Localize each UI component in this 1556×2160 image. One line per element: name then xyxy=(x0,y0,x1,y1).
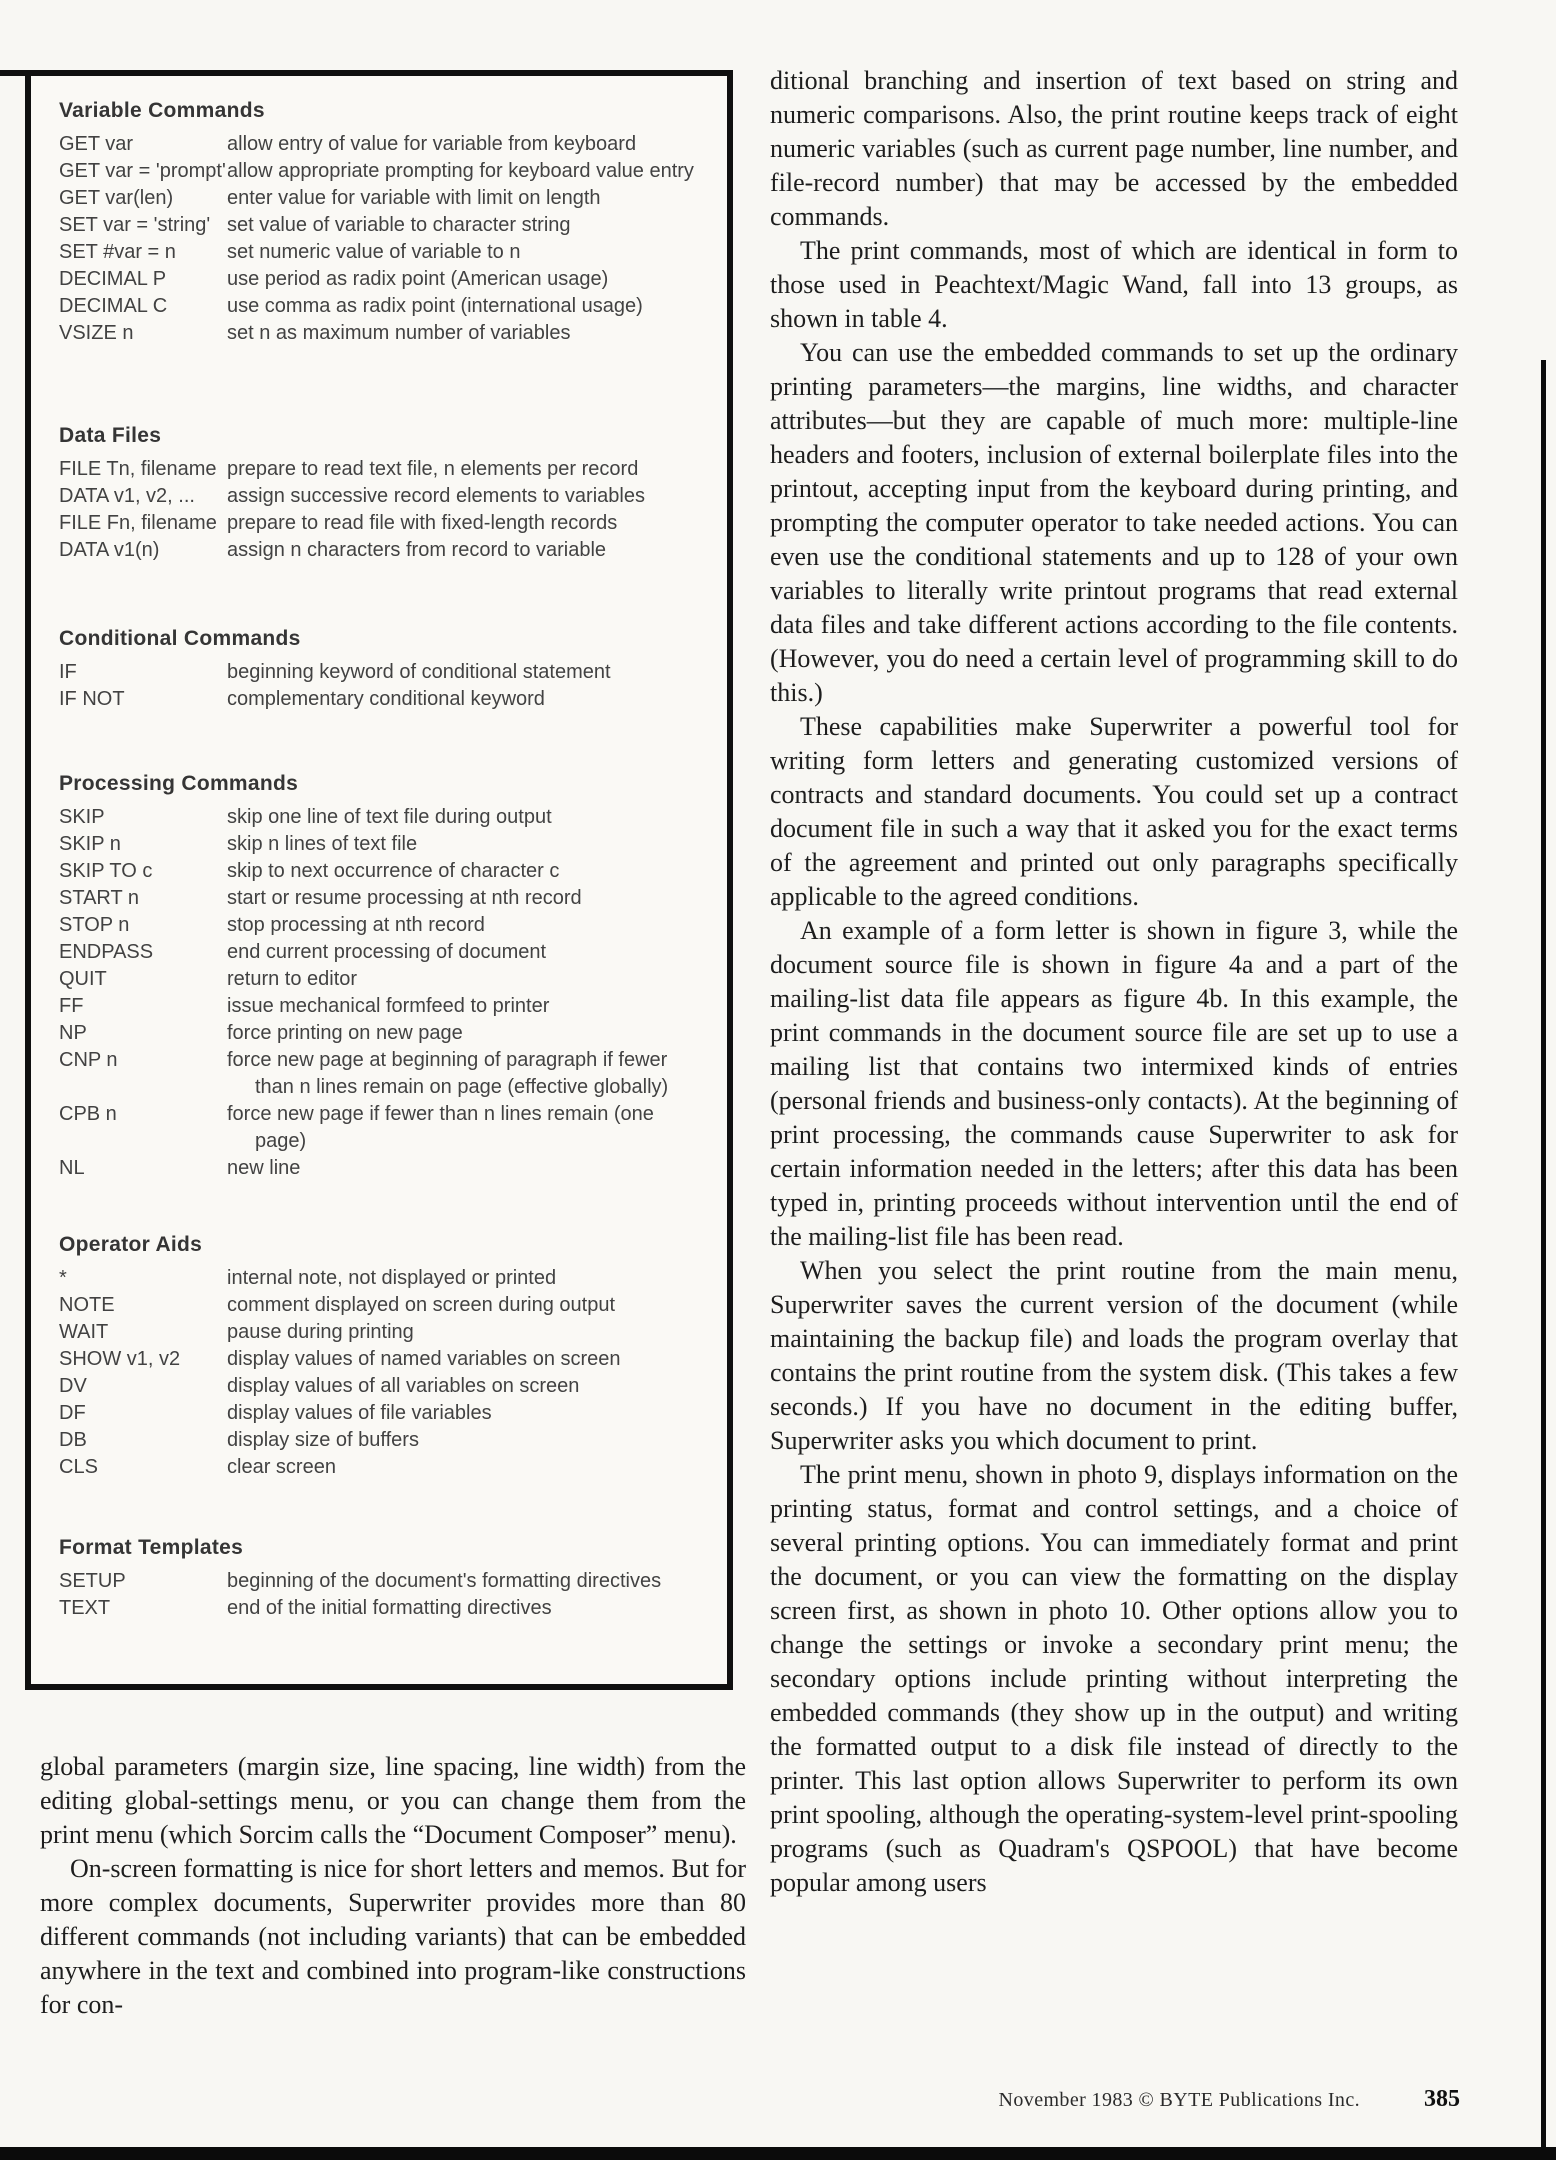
command-row xyxy=(59,537,701,564)
command-row xyxy=(59,1454,701,1481)
command-row xyxy=(59,212,701,239)
command-row xyxy=(59,131,701,158)
command-row xyxy=(59,158,701,185)
command-description: clear screen xyxy=(227,1456,336,1478)
command-name: CPB n xyxy=(59,1103,117,1125)
command-description: set value of variable to character string xyxy=(227,214,571,236)
command-name: DB xyxy=(59,1429,87,1451)
body-paragraph: An example of a form letter is shown in figure 3, while the document source file is shown in figure 4a and a part of the mailing-list data file appears as figure 4b. In this example, the print commands in the document source file are set up to use a mailing list that contains two intermixed kinds of entries (personal friends and business-only contacts). At the beginning of print processing, the commands cause Superwriter to ask for certain information needed in the letters; after this data has been typed in, printing proceeds without intervention until the end of the mailing-list file has been read. xyxy=(770,916,1458,1251)
command-row xyxy=(59,858,701,885)
command-row xyxy=(59,804,701,831)
command-rows xyxy=(59,804,701,1182)
command-description: complementary conditional keyword xyxy=(227,688,545,710)
command-row xyxy=(59,510,701,537)
command-row xyxy=(59,1568,701,1595)
page-footer xyxy=(999,2086,1460,2113)
section-data-files xyxy=(59,423,701,564)
command-row xyxy=(59,266,701,293)
command-name: GET var xyxy=(59,133,134,155)
command-name: NP xyxy=(59,1022,87,1044)
command-row xyxy=(59,1047,701,1101)
command-name: FF xyxy=(59,995,84,1017)
command-row xyxy=(59,831,701,858)
command-row xyxy=(59,1400,701,1427)
command-description: return to editor xyxy=(227,968,358,990)
body-paragraph: On-screen formatting is nice for short letters and memos. But for more complex documents, Superwriter provides more than 80 different commands (not including variants) that can be embedded anywhere in the text and combined into program-like constructions for con- xyxy=(40,1854,746,2019)
command-description: allow appropriate prompting for keyboard value entry xyxy=(227,160,694,182)
command-name: SET var = 'string' xyxy=(59,214,211,236)
command-row xyxy=(59,239,701,266)
command-name: NOTE xyxy=(59,1294,115,1316)
command-row xyxy=(59,456,701,483)
command-description: prepare to read file with fixed-length records xyxy=(227,512,618,534)
page-number: 385 xyxy=(1424,2086,1460,2112)
command-row xyxy=(59,1292,701,1319)
command-name: SETUP xyxy=(59,1570,126,1592)
command-description: assign n characters from record to variable xyxy=(227,539,607,561)
command-name: DATA v1, v2, ... xyxy=(59,485,195,507)
command-description: end current processing of document xyxy=(227,941,547,963)
body-paragraph: The print commands, most of which are identical in form to those used in Peachtext/Magic Wand, fall into 13 groups, as shown in table 4. xyxy=(770,236,1458,333)
body-paragraph: When you select the print routine from the main menu, Superwriter saves the current version of the document (while maintaining the backup file) and loads the program overlay that contains the print routine from the system disk. (This takes a few seconds.) If you have no document in the editing buffer, Superwriter asks you which document to print. xyxy=(770,1256,1458,1455)
scan-edge-line-right xyxy=(1541,360,1546,2160)
command-description: beginning of the document's formatting directives xyxy=(227,1570,662,1592)
command-row xyxy=(59,966,701,993)
command-description: internal note, not displayed or printed xyxy=(227,1267,557,1289)
command-name: GET var(len) xyxy=(59,187,174,209)
command-name: SKIP TO c xyxy=(59,860,153,882)
command-row xyxy=(59,1319,701,1346)
command-description: enter value for variable with limit on length xyxy=(227,187,601,209)
command-name: * xyxy=(59,1267,67,1289)
command-description: start or resume processing at nth record xyxy=(227,887,582,909)
command-description: end of the initial formatting directives xyxy=(227,1597,552,1619)
command-description: display values of file variables xyxy=(227,1402,492,1424)
command-row xyxy=(59,1427,701,1454)
command-name: SHOW v1, v2 xyxy=(59,1348,181,1370)
section-conditional-commands xyxy=(59,626,701,713)
command-description: set n as maximum number of variables xyxy=(227,322,571,344)
body-paragraph: global parameters (margin size, line spacing, line width) from the editing global-settings menu, or you can change them from the print menu (which Sorcim calls the “Document Composer” menu). xyxy=(40,1752,746,1849)
command-name: DECIMAL P xyxy=(59,268,167,290)
command-description: set numeric value of variable to n xyxy=(227,241,521,263)
command-description: use comma as radix point (international usage) xyxy=(227,295,643,317)
command-description: beginning keyword of conditional statement xyxy=(227,661,611,683)
command-name: DF xyxy=(59,1402,86,1424)
command-row xyxy=(59,185,701,212)
command-row xyxy=(59,1595,701,1622)
command-name: DATA v1(n) xyxy=(59,539,160,561)
command-description: display values of named variables on screen xyxy=(227,1348,621,1370)
command-name: ENDPASS xyxy=(59,941,154,963)
command-row xyxy=(59,1155,701,1182)
command-description: new line xyxy=(227,1157,301,1179)
command-name: SKIP xyxy=(59,806,105,828)
command-name: IF NOT xyxy=(59,688,125,710)
command-description: force new page at beginning of paragraph if fewer than n lines remain on page (effective globally) xyxy=(227,1049,669,1098)
command-row xyxy=(59,659,701,686)
command-row xyxy=(59,1020,701,1047)
command-description: pause during printing xyxy=(227,1321,414,1343)
command-name: CNP n xyxy=(59,1049,118,1071)
command-description: assign successive record elements to variables xyxy=(227,485,645,507)
command-description: display values of all variables on screen xyxy=(227,1375,580,1397)
command-description: display size of buffers xyxy=(227,1429,419,1451)
command-name: WAIT xyxy=(59,1321,109,1343)
command-row xyxy=(59,1265,701,1292)
body-paragraph: You can use the embedded commands to set up the ordinary printing parameters—the margins, line widths, and character attributes—but they are capable of much more: multiple-line headers and footers, inclusion of external boilerplate files into the printout, accepting input from the keyboard during printing, and prompting the computer operator to take needed actions. You can even use the conditional statements and up to 128 of your own variables to literally write printout programs that read external data files and take different actions according to the file contents. (However, you do need a certain level of programming skill to do this.) xyxy=(770,338,1458,707)
command-row xyxy=(59,912,701,939)
command-name: TEXT xyxy=(59,1597,111,1619)
section-format-templates xyxy=(59,1535,701,1622)
command-description: prepare to read text file, n elements per record xyxy=(227,458,639,480)
command-description: skip one line of text file during output xyxy=(227,806,552,828)
command-description: stop processing at nth record xyxy=(227,914,485,936)
body-paragraph: ditional branching and insertion of text based on string and numeric comparisons. Also, the print routine keeps track of eight numeric variables (such as current page number, line number, and file-record number) that may be accessed by the embedded commands. xyxy=(770,66,1458,231)
right-text-column xyxy=(770,64,1458,1900)
command-description: issue mechanical formfeed to printer xyxy=(227,995,550,1017)
command-row xyxy=(59,293,701,320)
command-name: FILE Tn, filename xyxy=(59,458,217,480)
command-row xyxy=(59,939,701,966)
command-rows xyxy=(59,456,701,564)
body-paragraph: These capabilities make Superwriter a powerful tool for writing form letters and generating customized versions of contracts and standard documents. You could set up a contract document file in such a way that it asked you for the exact terms of the agreement and printed out only paragraphs specifically applicable to the agreed conditions. xyxy=(770,712,1458,911)
command-description: use period as radix point (American usage) xyxy=(227,268,609,290)
command-description: allow entry of value for variable from keyboard xyxy=(227,133,637,155)
command-name: DECIMAL C xyxy=(59,295,168,317)
command-name: GET var = 'prompt' xyxy=(59,160,226,182)
command-description: force printing on new page xyxy=(227,1022,463,1044)
command-row xyxy=(59,885,701,912)
section-operator-aids xyxy=(59,1232,701,1481)
command-name: QUIT xyxy=(59,968,107,990)
command-row xyxy=(59,686,701,713)
command-name: START n xyxy=(59,887,140,909)
command-row xyxy=(59,993,701,1020)
command-name: FILE Fn, filename xyxy=(59,512,217,534)
command-name: STOP n xyxy=(59,914,130,936)
section-title: Conditional Commands xyxy=(59,627,301,650)
command-name: SET #var = n xyxy=(59,241,176,263)
publication-credit: November 1983 © BYTE Publications Inc. xyxy=(998,2089,1360,2111)
command-row xyxy=(59,1101,701,1155)
scan-edge-line-top-left xyxy=(0,70,30,76)
command-name: VSIZE n xyxy=(59,322,134,344)
command-rows xyxy=(59,1568,701,1622)
command-name: NL xyxy=(59,1157,85,1179)
section-title: Data Files xyxy=(59,424,162,447)
command-row xyxy=(59,1346,701,1373)
command-name: DV xyxy=(59,1375,87,1397)
command-description: skip n lines of text file xyxy=(227,833,418,855)
section-title: Processing Commands xyxy=(59,772,299,795)
command-name: CLS xyxy=(59,1456,98,1478)
body-paragraph: The print menu, shown in photo 9, displays information on the printing status, format and control settings, and a choice of several printing options. You can immediately format and print the document, or you can view the formatting on the display screen first, as shown in photo 10. Other options allow you to change the settings or invoke a secondary print menu; the secondary options include printing without interpreting the embedded commands (they show up in the output) and writing the formatted output to a disk file instead of directly to the printer. This last option allows Superwriter to perform its own print spooling, although the operating-system-level print-spooling programs (such as Quadram's QSPOOL) that have become popular among users xyxy=(770,1460,1458,1897)
command-description: comment displayed on screen during output xyxy=(227,1294,616,1316)
command-rows xyxy=(59,131,701,347)
section-variable-commands xyxy=(59,98,701,347)
command-row xyxy=(59,320,701,347)
left-text-column xyxy=(40,1750,746,2022)
command-rows xyxy=(59,659,701,713)
command-row xyxy=(59,1373,701,1400)
section-processing-commands xyxy=(59,771,701,1182)
command-name: SKIP n xyxy=(59,833,121,855)
command-description: skip to next occurrence of character c xyxy=(227,860,560,882)
section-title: Operator Aids xyxy=(59,1233,203,1256)
command-description: force new page if fewer than n lines remain (one page) xyxy=(227,1103,654,1152)
command-table-box xyxy=(25,70,733,1690)
section-title: Variable Commands xyxy=(59,99,265,122)
command-name: IF xyxy=(59,661,77,683)
scan-edge-band-bottom xyxy=(0,2147,1556,2160)
command-row xyxy=(59,483,701,510)
section-title: Format Templates xyxy=(59,1536,244,1559)
command-rows xyxy=(59,1265,701,1481)
